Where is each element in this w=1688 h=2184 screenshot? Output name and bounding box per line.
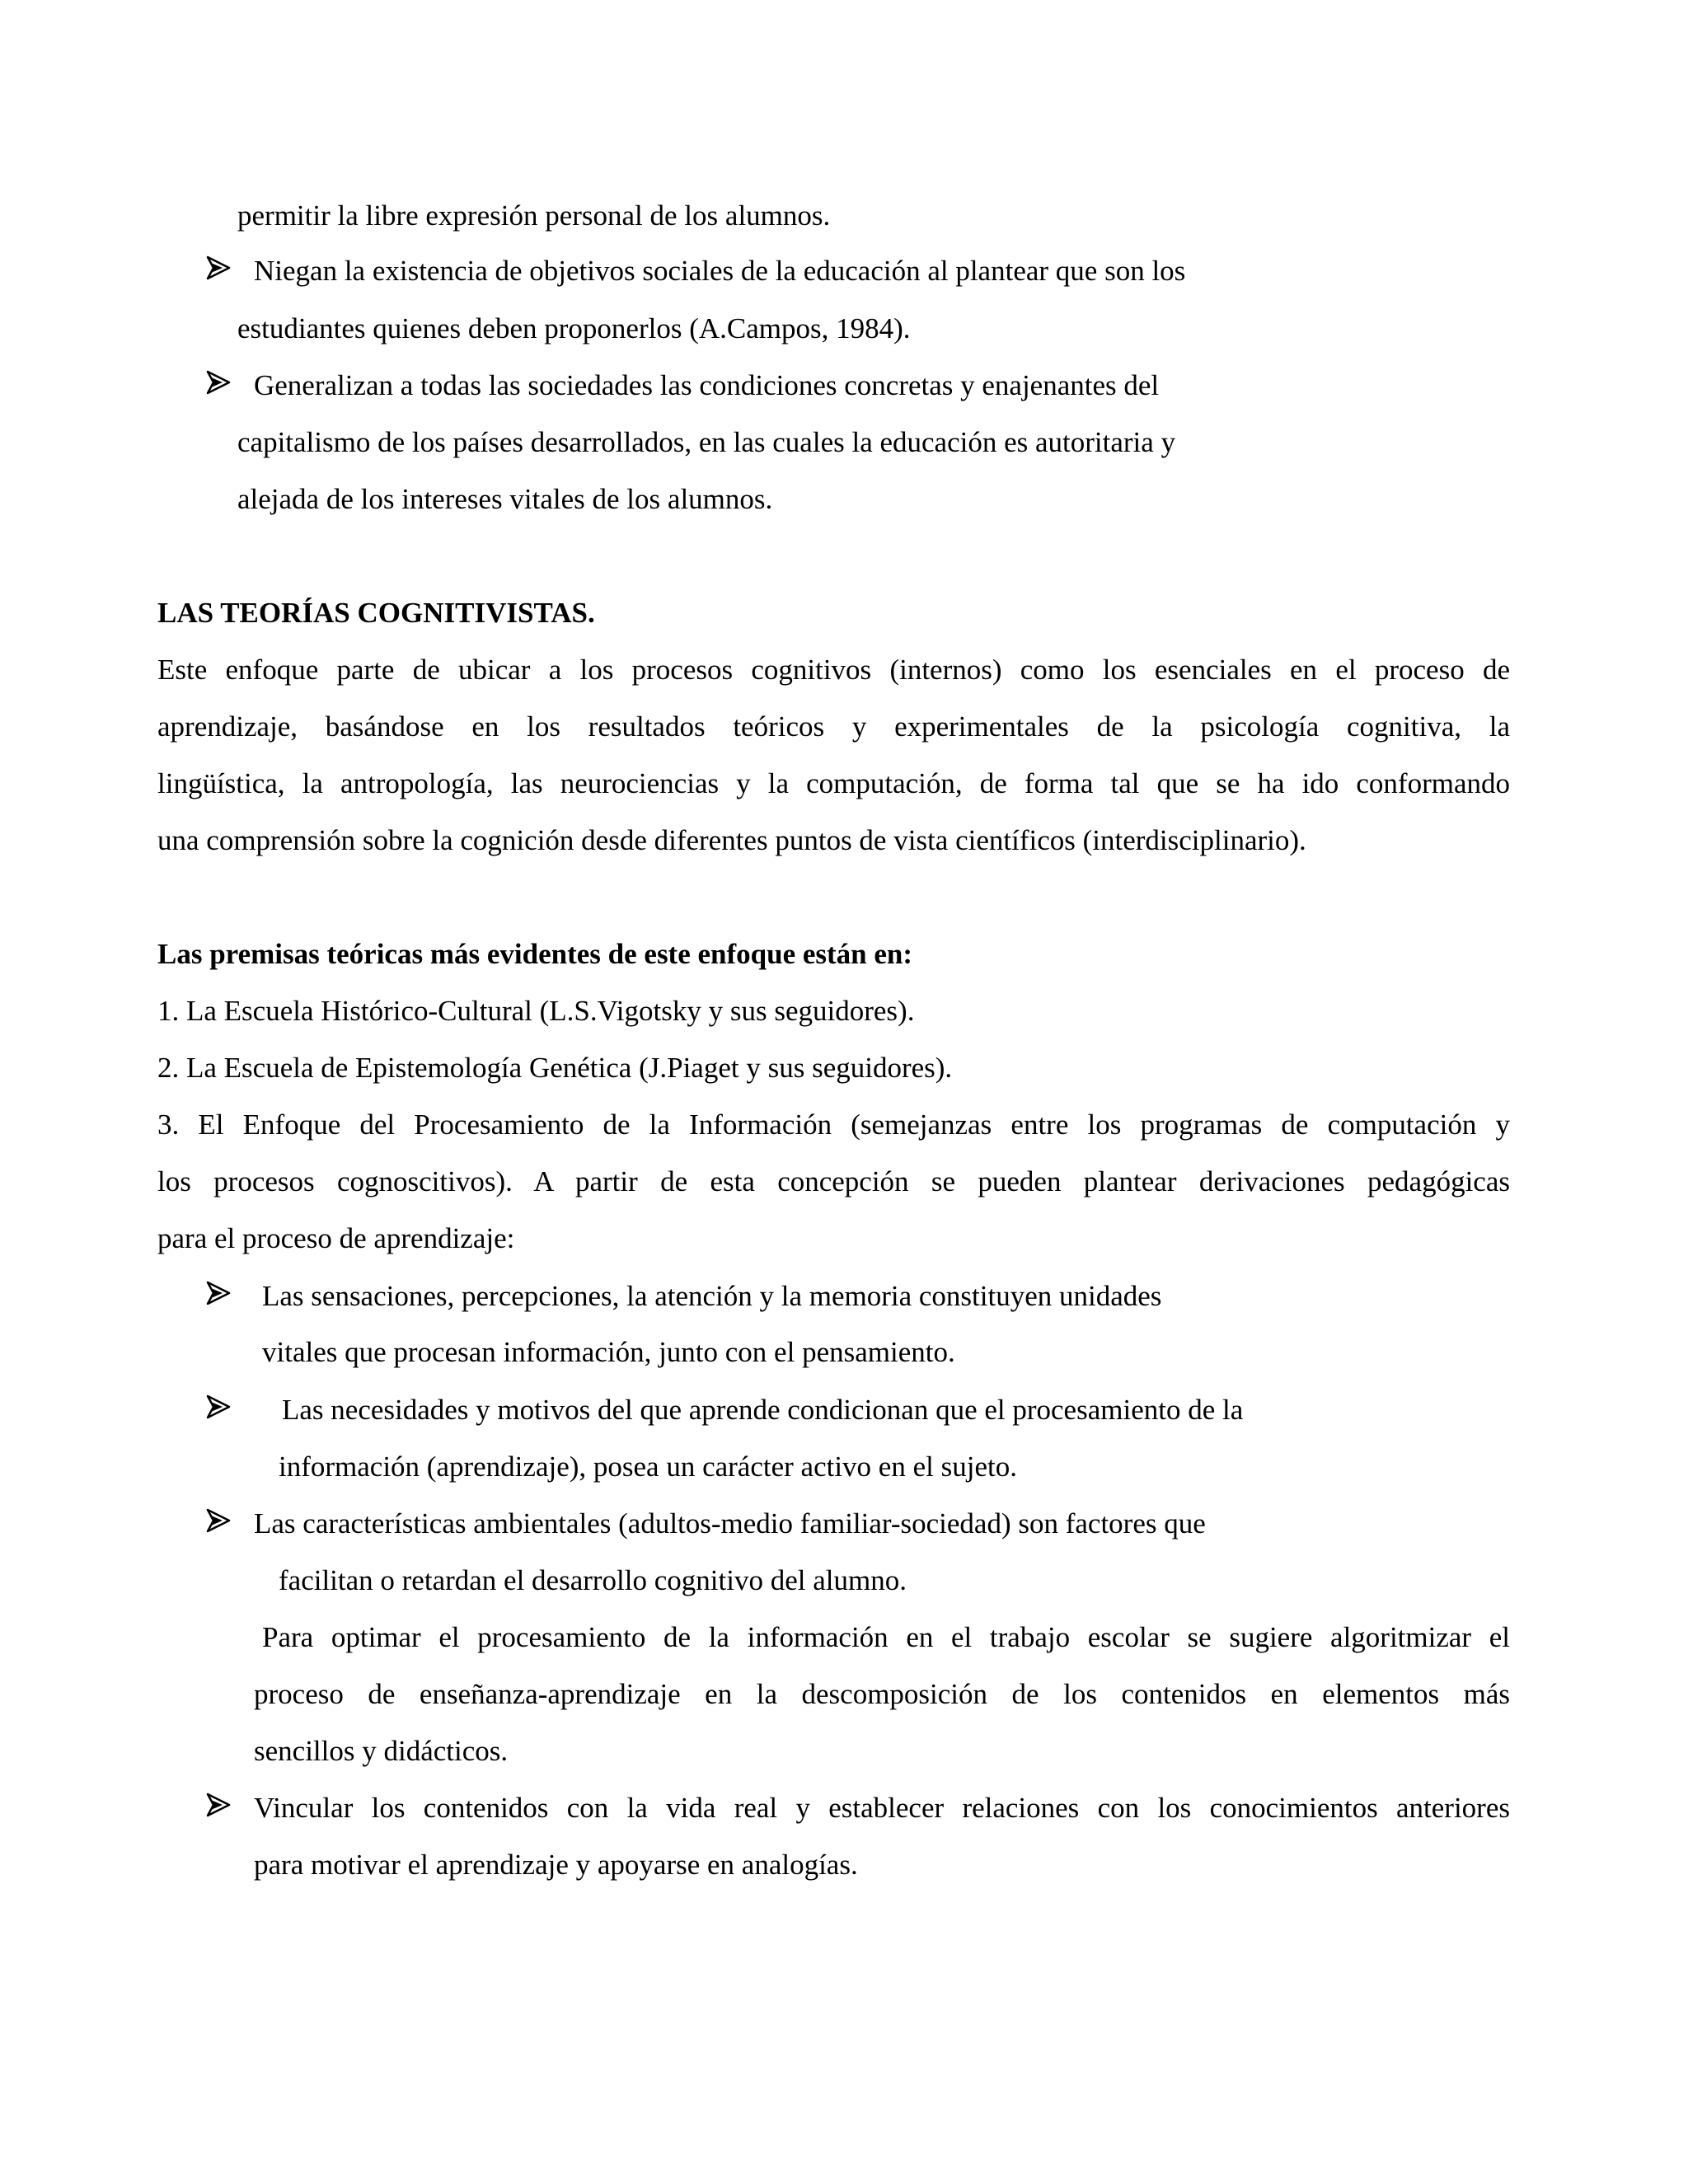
indented-paragraph-line: proceso de enseñanza-aprendizaje en la descomposición de los contenidos en elementos más <box>254 1678 1510 1710</box>
premise-item: 1. La Escuela Histórico-Cultural (L.S.Vigotsky y sus seguidores). <box>157 995 915 1027</box>
premise-item: los procesos cognoscitivos). A partir de esta concepción se pueden plantear derivaciones pedagógicas <box>157 1165 1510 1197</box>
final-bullet-line2: para motivar el aprendizaje y apoyarse en analogías. <box>254 1849 858 1881</box>
arrow-bullet-icon <box>206 1508 231 1533</box>
bullet-top-1-line1: Niegan la existencia de objetivos sociales de la educación al plantear que son los <box>254 255 1186 287</box>
bullet-bottom-1-line1: Las sensaciones, percepciones, la atención y la memoria constituyen unidades <box>262 1280 1162 1312</box>
section-paragraph-line: aprendizaje, basándose en los resultados teóricos y experimentales de la psicología cognitiva, la <box>157 710 1510 743</box>
arrow-bullet-icon <box>206 1793 231 1817</box>
premise-item: 2. La Escuela de Epistemología Genética (J.Piaget y sus seguidores). <box>157 1052 953 1084</box>
bullet-bottom-1-line2: vitales que procesan información, junto con el pensamiento. <box>262 1336 955 1368</box>
final-bullet-line1: Vincular los contenidos con la vida real y establecer relaciones con los conocimientos anteriores <box>254 1792 1510 1824</box>
arrow-bullet-icon <box>206 1394 231 1419</box>
arrow-bullet-icon <box>206 1281 231 1305</box>
intro-continuation: permitir la libre expresión personal de los alumnos. <box>237 199 831 232</box>
arrow-bullet-icon <box>206 370 231 395</box>
arrow-bullet-icon <box>206 255 231 280</box>
bullet-bottom-2-line2: información (aprendizaje), posea un carácter activo en el sujeto. <box>279 1451 1017 1483</box>
section-paragraph-line: una comprensión sobre la cognición desde diferentes puntos de vista científicos (interdisciplinario). <box>157 824 1306 856</box>
bullet-top-2-line2: capitalismo de los países desarrollados, en las cuales la educación es autoritaria y <box>237 426 1176 458</box>
bullet-bottom-3-line1: Las características ambientales (adultos-medio familiar-sociedad) son factores que <box>254 1507 1206 1540</box>
premise-item: para el proceso de aprendizaje: <box>157 1222 515 1254</box>
bullet-bottom-3-line2: facilitan o retardan el desarrollo cognitivo del alumno. <box>279 1564 907 1596</box>
section-paragraph-line: Este enfoque parte de ubicar a los procesos cognitivos (internos) como los esenciales en el proceso de <box>157 654 1510 686</box>
premise-item: 3. El Enfoque del Procesamiento de la Información (semejanzas entre los programas de computación y <box>157 1108 1510 1141</box>
section-paragraph-line: lingüística, la antropología, las neurociencias y la computación, de forma tal que se ha ido conformando <box>157 767 1510 799</box>
indented-paragraph-line: Para optimar el procesamiento de la información en el trabajo escolar se sugiere algoritmizar el <box>262 1621 1510 1653</box>
bullet-top-2-line3: alejada de los intereses vitales de los alumnos. <box>237 483 773 515</box>
bullet-bottom-2-line1: Las necesidades y motivos del que aprende condicionan que el procesamiento de la <box>282 1394 1244 1426</box>
premises-heading: Las premisas teóricas más evidentes de este enfoque están en: <box>157 938 913 970</box>
section-title: LAS TEORÍAS COGNITIVISTAS. <box>157 597 595 629</box>
bullet-top-1-line2: estudiantes quienes deben proponerlos (A.Campos, 1984). <box>237 312 911 344</box>
indented-paragraph-line: sencillos y didácticos. <box>254 1735 509 1767</box>
bullet-top-2-line1: Generalizan a todas las sociedades las condiciones concretas y enajenantes del <box>254 369 1160 401</box>
